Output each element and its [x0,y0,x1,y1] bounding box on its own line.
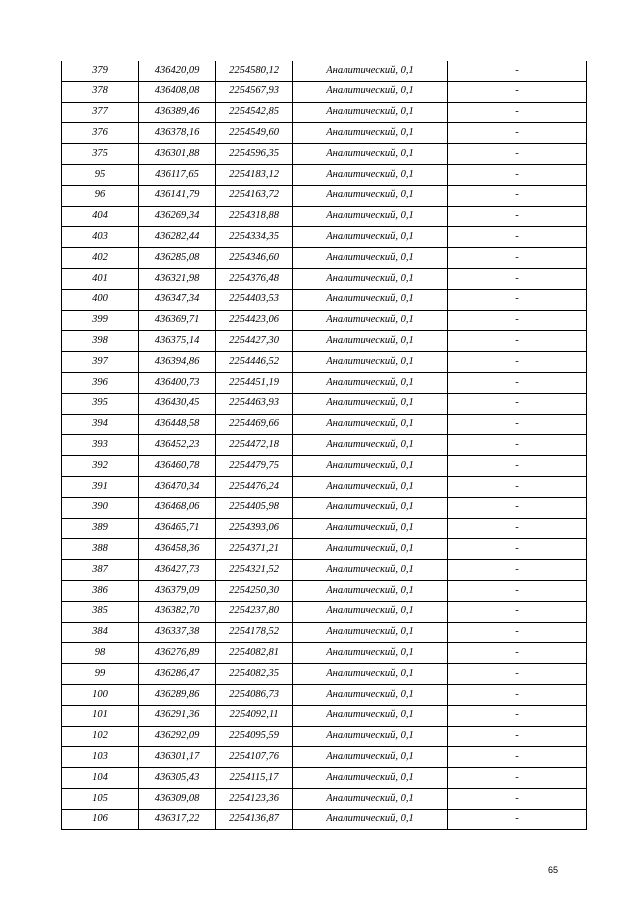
description-cell: - [448,726,587,747]
coordinate-y-cell: 2254427,30 [216,331,293,352]
table-row [62,185,587,206]
coordinate-x-cell: 436301,88 [139,144,216,165]
table-row [62,622,587,643]
description-cell: - [448,81,587,102]
point-number-cell: 398 [62,331,139,352]
method-accuracy-cell: Аналитический, 0,1 [293,310,448,331]
coordinate-y-cell: 2254082,81 [216,643,293,664]
coordinate-x-cell: 436468,06 [139,497,216,518]
method-accuracy-cell: Аналитический, 0,1 [293,705,448,726]
method-accuracy-cell: Аналитический, 0,1 [293,227,448,248]
coordinate-x-cell: 436460,78 [139,456,216,477]
method-accuracy-cell: Аналитический, 0,1 [293,289,448,310]
table-row [62,144,587,165]
description-cell: - [448,123,587,144]
table-row [62,414,587,435]
coordinate-x-cell: 436282,44 [139,227,216,248]
coordinate-y-cell: 2254115,17 [216,768,293,789]
coordinate-x-cell: 436117,65 [139,164,216,185]
method-accuracy-cell: Аналитический, 0,1 [293,497,448,518]
coordinate-x-cell: 436389,46 [139,102,216,123]
coordinates-table-body [62,61,587,830]
description-cell: - [448,144,587,165]
coordinate-y-cell: 2254479,75 [216,456,293,477]
method-accuracy-cell: Аналитический, 0,1 [293,456,448,477]
method-accuracy-cell: Аналитический, 0,1 [293,331,448,352]
coordinate-y-cell: 2254237,80 [216,601,293,622]
description-cell: - [448,331,587,352]
method-accuracy-cell: Аналитический, 0,1 [293,684,448,705]
table-row [62,289,587,310]
coordinate-x-cell: 436400,73 [139,372,216,393]
coordinate-y-cell: 2254178,52 [216,622,293,643]
coordinate-y-cell: 2254318,88 [216,206,293,227]
point-number-cell: 399 [62,310,139,331]
coordinate-x-cell: 436289,86 [139,684,216,705]
table-row [62,560,587,581]
table-row [62,497,587,518]
method-accuracy-cell: Аналитический, 0,1 [293,788,448,809]
point-number-cell: 378 [62,81,139,102]
coordinate-x-cell: 436420,09 [139,61,216,81]
coordinate-y-cell: 2254446,52 [216,352,293,373]
coordinate-y-cell: 2254463,93 [216,393,293,414]
coordinate-y-cell: 2254095,59 [216,726,293,747]
coordinate-x-cell: 436465,71 [139,518,216,539]
method-accuracy-cell: Аналитический, 0,1 [293,768,448,789]
point-number-cell: 96 [62,185,139,206]
coordinate-y-cell: 2254371,21 [216,539,293,560]
coordinate-y-cell: 2254451,19 [216,372,293,393]
point-number-cell: 101 [62,705,139,726]
description-cell: - [448,601,587,622]
description-cell: - [448,227,587,248]
coordinate-x-cell: 436394,86 [139,352,216,373]
description-cell: - [448,248,587,269]
table-row [62,123,587,144]
coordinate-x-cell: 436269,34 [139,206,216,227]
description-cell: - [448,435,587,456]
description-cell: - [448,289,587,310]
coordinate-y-cell: 2254136,87 [216,809,293,830]
method-accuracy-cell: Аналитический, 0,1 [293,622,448,643]
coordinate-x-cell: 436337,38 [139,622,216,643]
table-row [62,726,587,747]
coordinate-x-cell: 436317,22 [139,809,216,830]
point-number-cell: 393 [62,435,139,456]
description-cell: - [448,664,587,685]
description-cell: - [448,539,587,560]
description-cell: - [448,560,587,581]
method-accuracy-cell: Аналитический, 0,1 [293,144,448,165]
point-number-cell: 384 [62,622,139,643]
coordinate-y-cell: 2254403,53 [216,289,293,310]
point-number-cell: 103 [62,747,139,768]
table-row [62,102,587,123]
method-accuracy-cell: Аналитический, 0,1 [293,268,448,289]
coordinate-x-cell: 436301,17 [139,747,216,768]
method-accuracy-cell: Аналитический, 0,1 [293,123,448,144]
point-number-cell: 391 [62,476,139,497]
description-cell: - [448,164,587,185]
method-accuracy-cell: Аналитический, 0,1 [293,81,448,102]
coordinate-y-cell: 2254086,73 [216,684,293,705]
method-accuracy-cell: Аналитический, 0,1 [293,248,448,269]
coordinate-y-cell: 2254123,36 [216,788,293,809]
description-cell: - [448,705,587,726]
method-accuracy-cell: Аналитический, 0,1 [293,185,448,206]
table-row [62,456,587,477]
description-cell: - [448,622,587,643]
table-row [62,310,587,331]
point-number-cell: 386 [62,580,139,601]
coordinate-x-cell: 436470,34 [139,476,216,497]
point-number-cell: 99 [62,664,139,685]
coordinate-x-cell: 436141,79 [139,185,216,206]
coordinate-x-cell: 436285,08 [139,248,216,269]
coordinate-x-cell: 436458,36 [139,539,216,560]
point-number-cell: 95 [62,164,139,185]
table-row [62,809,587,830]
description-cell: - [448,476,587,497]
table-row [62,435,587,456]
point-number-cell: 102 [62,726,139,747]
point-number-cell: 395 [62,393,139,414]
coordinate-y-cell: 2254082,35 [216,664,293,685]
coordinate-x-cell: 436305,43 [139,768,216,789]
description-cell: - [448,61,587,81]
point-number-cell: 387 [62,560,139,581]
method-accuracy-cell: Аналитический, 0,1 [293,435,448,456]
table-row [62,81,587,102]
method-accuracy-cell: Аналитический, 0,1 [293,560,448,581]
table-row [62,768,587,789]
point-number-cell: 401 [62,268,139,289]
point-number-cell: 385 [62,601,139,622]
coordinate-y-cell: 2254334,35 [216,227,293,248]
description-cell: - [448,352,587,373]
description-cell: - [448,684,587,705]
table-row [62,664,587,685]
description-cell: - [448,206,587,227]
table-row [62,580,587,601]
method-accuracy-cell: Аналитический, 0,1 [293,539,448,560]
table-row [62,268,587,289]
point-number-cell: 390 [62,497,139,518]
coordinate-x-cell: 436309,08 [139,788,216,809]
method-accuracy-cell: Аналитический, 0,1 [293,747,448,768]
method-accuracy-cell: Аналитический, 0,1 [293,164,448,185]
point-number-cell: 379 [62,61,139,81]
coordinate-y-cell: 2254183,12 [216,164,293,185]
method-accuracy-cell: Аналитический, 0,1 [293,206,448,227]
description-cell: - [448,268,587,289]
point-number-cell: 402 [62,248,139,269]
coordinate-y-cell: 2254542,85 [216,102,293,123]
method-accuracy-cell: Аналитический, 0,1 [293,393,448,414]
point-number-cell: 394 [62,414,139,435]
coordinate-x-cell: 436427,73 [139,560,216,581]
point-number-cell: 376 [62,123,139,144]
point-number-cell: 98 [62,643,139,664]
method-accuracy-cell: Аналитический, 0,1 [293,372,448,393]
coordinate-x-cell: 436347,34 [139,289,216,310]
description-cell: - [448,414,587,435]
description-cell: - [448,497,587,518]
coordinates-table [61,61,587,830]
coordinate-y-cell: 2254376,48 [216,268,293,289]
coordinate-x-cell: 436430,45 [139,393,216,414]
description-cell: - [448,788,587,809]
method-accuracy-cell: Аналитический, 0,1 [293,809,448,830]
method-accuracy-cell: Аналитический, 0,1 [293,414,448,435]
coordinate-x-cell: 436369,71 [139,310,216,331]
coordinate-y-cell: 2254469,66 [216,414,293,435]
table-row [62,372,587,393]
table-row [62,164,587,185]
table-row [62,248,587,269]
table-row [62,518,587,539]
point-number-cell: 105 [62,788,139,809]
point-number-cell: 106 [62,809,139,830]
table-row [62,747,587,768]
method-accuracy-cell: Аналитический, 0,1 [293,476,448,497]
coordinate-x-cell: 436276,89 [139,643,216,664]
method-accuracy-cell: Аналитический, 0,1 [293,102,448,123]
coordinate-y-cell: 2254596,35 [216,144,293,165]
description-cell: - [448,393,587,414]
method-accuracy-cell: Аналитический, 0,1 [293,580,448,601]
point-number-cell: 397 [62,352,139,373]
method-accuracy-cell: Аналитический, 0,1 [293,601,448,622]
point-number-cell: 389 [62,518,139,539]
point-number-cell: 392 [62,456,139,477]
table-row [62,539,587,560]
description-cell: - [448,310,587,331]
method-accuracy-cell: Аналитический, 0,1 [293,664,448,685]
coordinate-y-cell: 2254321,52 [216,560,293,581]
table-row [62,476,587,497]
method-accuracy-cell: Аналитический, 0,1 [293,726,448,747]
coordinate-y-cell: 2254092,11 [216,705,293,726]
table-row [62,788,587,809]
table-row [62,393,587,414]
table-row [62,331,587,352]
coordinate-y-cell: 2254107,76 [216,747,293,768]
coordinate-y-cell: 2254405,98 [216,497,293,518]
coordinate-x-cell: 436375,14 [139,331,216,352]
description-cell: - [448,372,587,393]
description-cell: - [448,768,587,789]
table-row [62,601,587,622]
description-cell: - [448,456,587,477]
table-row [62,206,587,227]
coordinate-y-cell: 2254393,06 [216,518,293,539]
coordinate-x-cell: 436382,70 [139,601,216,622]
point-number-cell: 375 [62,144,139,165]
table-row [62,643,587,664]
method-accuracy-cell: Аналитический, 0,1 [293,643,448,664]
description-cell: - [448,643,587,664]
coordinate-x-cell: 436452,23 [139,435,216,456]
coordinate-y-cell: 2254567,93 [216,81,293,102]
point-number-cell: 388 [62,539,139,560]
coordinate-y-cell: 2254580,12 [216,61,293,81]
coordinate-x-cell: 436379,09 [139,580,216,601]
page-number: 65 [548,865,559,875]
coordinate-y-cell: 2254549,60 [216,123,293,144]
point-number-cell: 100 [62,684,139,705]
coordinate-y-cell: 2254346,60 [216,248,293,269]
table-row [62,684,587,705]
point-number-cell: 400 [62,289,139,310]
coordinate-x-cell: 436286,47 [139,664,216,685]
point-number-cell: 377 [62,102,139,123]
coordinate-y-cell: 2254472,18 [216,435,293,456]
coordinate-y-cell: 2254163,72 [216,185,293,206]
coordinate-y-cell: 2254423,06 [216,310,293,331]
table-row [62,352,587,373]
coordinate-x-cell: 436321,98 [139,268,216,289]
description-cell: - [448,747,587,768]
point-number-cell: 104 [62,768,139,789]
point-number-cell: 403 [62,227,139,248]
table-row [62,705,587,726]
method-accuracy-cell: Аналитический, 0,1 [293,352,448,373]
coordinate-y-cell: 2254250,30 [216,580,293,601]
description-cell: - [448,102,587,123]
method-accuracy-cell: Аналитический, 0,1 [293,61,448,81]
description-cell: - [448,809,587,830]
coordinate-x-cell: 436448,58 [139,414,216,435]
description-cell: - [448,580,587,601]
method-accuracy-cell: Аналитический, 0,1 [293,518,448,539]
coordinate-y-cell: 2254476,24 [216,476,293,497]
coordinate-x-cell: 436291,36 [139,705,216,726]
coordinate-x-cell: 436378,16 [139,123,216,144]
point-number-cell: 404 [62,206,139,227]
description-cell: - [448,185,587,206]
coordinate-x-cell: 436292,09 [139,726,216,747]
description-cell: - [448,518,587,539]
coordinate-x-cell: 436408,08 [139,81,216,102]
table-row [62,61,587,81]
point-number-cell: 396 [62,372,139,393]
table-row [62,227,587,248]
